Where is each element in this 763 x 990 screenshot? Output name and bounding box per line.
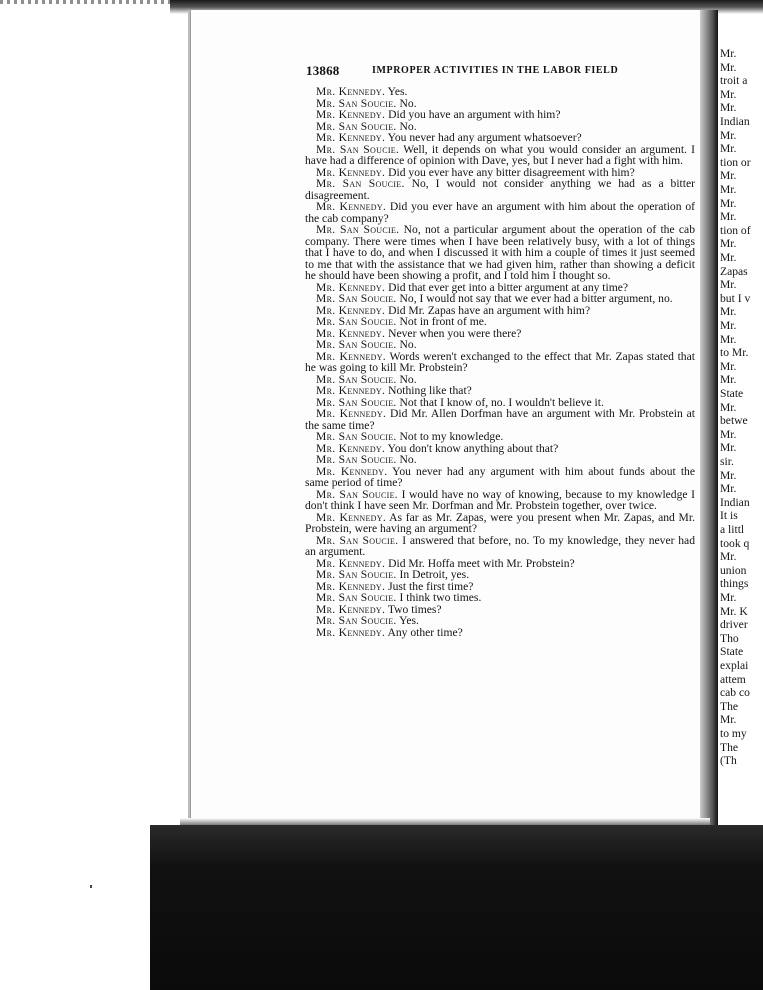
speaker-name: Mr. Kennedy. [316,349,386,363]
book-spine-shadow [700,10,718,830]
facing-page-line: Mr. [720,183,737,196]
facing-page-line: but I v [720,291,751,305]
speaker-name: Mr. San Soucie. [316,223,400,236]
facing-page-line: union [720,563,747,577]
speaker-name: Mr. San Soucie. [316,453,397,466]
facing-page-line: State [720,645,744,659]
facing-page-line: Tho [720,631,739,645]
speaker-name: Mr. Kennedy. [316,384,386,397]
speech-text: I answered that before, no. To my knowledge, they never had an argument. [305,533,695,558]
facing-page-line: Mr. K [720,604,748,618]
facing-page-line: Mr. [720,373,737,387]
facing-page-line: Mr. [720,101,737,115]
speech-text: Well, it depends on what you would consider an argument. I have had a difference of opinion with Dave, yes, but I never had a fight with him. [305,142,695,167]
transcript-paragraph [305,144,695,167]
speech-text: Just the first time? [388,579,474,593]
speaker-name: Mr. San Soucie. [316,372,397,386]
speaker-name: Mr. San Soucie. [316,315,397,328]
facing-page-line: things [720,577,749,591]
speech-text: Yes. [399,614,419,627]
speaker-name: Mr. Kennedy. [316,303,386,317]
facing-page-line: tion of [720,223,751,237]
facing-page-line: Mr. [720,359,737,373]
speaker-name: Mr. Kennedy. [316,407,387,420]
transcript-paragraph [305,201,695,224]
transcript-paragraph [305,408,695,431]
transcript-paragraph [305,178,695,201]
speaker-name: Mr. Kennedy. [316,108,386,121]
facing-page-line: (Th [720,754,737,768]
speech-text: Nothing like that? [388,384,472,397]
speaker-name: Mr. San Soucie. [316,568,397,581]
speech-text: Did that ever get into a bitter argument at any time? [388,280,629,294]
facing-page-line: Mr. [720,237,737,251]
facing-page-line: Mr. [720,400,737,414]
speech-text: Two times? [387,602,442,616]
facing-page-line: Mr. [720,441,737,455]
speech-text: Yes. [387,85,408,98]
transcript-paragraph [305,351,695,374]
transcript-paragraph [305,535,695,558]
facing-page-line: Zapas [720,264,748,278]
transcript-paragraph [305,512,695,535]
facing-page-line: Mr. [720,251,737,264]
speech-text: No, not a particular argument about the operation of the cab company. There were times when I have been relatively busy, with a lot of things that I have to do, and when I discussed it with him a couple of times it just seemed to me that with the assistance that we had given him, rather than showing a deficit he should have been showing a profit, and I told him I thought so. [305,223,695,282]
speaker-name: Mr. Kennedy. [316,200,387,213]
speaker-name: Mr. San Soucie. [316,487,398,501]
facing-page-line: Mr. [720,210,737,224]
facing-page-line: tion or [720,155,751,169]
facing-page-line: Mr. [720,47,737,60]
facing-page-line: Mr. [720,550,737,564]
speaker-name: Mr. Kennedy. [316,280,386,294]
speech-text: No. [399,372,417,386]
speech-text: Not in front of me. [399,315,487,328]
facing-page-line: betwe [720,414,748,428]
facing-page-line: Mr. [720,319,737,332]
speaker-name: Mr. Kennedy. [316,579,386,593]
facing-page-line: to Mr. [720,346,749,360]
page-left-edge [188,10,190,825]
transcript-paragraph [305,489,695,512]
transcript-paragraph [305,466,695,489]
speech-text: Not to my knowledge. [399,430,504,443]
facing-page-line: Indian [720,115,750,128]
speech-text: Did Mr. Zapas have an argument with him? [388,303,591,317]
scan-bottom-shadow [150,825,763,990]
facing-page-line: Mr. [720,196,737,210]
running-head: IMPROPER ACTIVITIES IN THE LABOR FIELD [372,65,619,76]
speaker-name: Mr. San Soucie. [316,142,400,156]
speech-text: No. [399,96,417,110]
speech-text: Any other time? [387,625,463,639]
speech-text: You never had any argument whatsoever? [387,131,582,144]
page-number: 13868 [306,63,340,78]
facing-page-line: sir. [720,455,734,468]
speech-text: I would have no way of knowing, because to my knowledge I don't think I have seen Mr. Dorfman and Mr. Probstein together, over twice. [305,487,695,512]
facing-page-line: Indian [720,495,750,509]
facing-page-line: attem [720,672,746,686]
speaker-name: Mr. San Soucie. [316,177,405,190]
speech-text: You never had any argument with him about funds about the same period of time? [305,464,696,489]
transcript-paragraph [305,627,695,639]
speech-text: Never when you were there? [388,326,522,340]
speech-text: Did Mr. Allen Dorfman have an argument with Mr. Probstein at the same time? [305,407,695,432]
speech-text: No, I would not say that we ever had a bitter argument, no. [399,292,673,305]
speech-text: Did you have an argument with him? [388,108,561,121]
speech-text: Did Mr. Hoffa meet with Mr. Probstein? [388,556,575,570]
facing-page-line: Mr. [720,591,737,604]
facing-page-line: Mr. [720,427,737,441]
speaker-name: Mr. Kennedy. [316,441,386,455]
facing-page-line: Mr. [720,60,737,74]
speaker-name: Mr. San Soucie. [316,119,397,133]
speaker-name: Mr. San Soucie. [316,533,399,547]
speech-text: No. [399,119,417,133]
speech-text: No. [399,338,417,351]
transcript-paragraph [305,224,695,282]
speaker-name: Mr. San Soucie. [316,96,397,110]
facing-page-line: Mr. [720,482,737,496]
facing-page-fragment [718,40,763,820]
facing-page-line: Mr. [720,468,737,482]
speaker-name: Mr. San Soucie. [316,430,397,443]
facing-page-line: Mr. [720,713,737,727]
speaker-name: Mr. San Soucie. [316,338,397,351]
speaker-name: Mr. Kennedy. [316,464,388,478]
facing-page-line: Mr. [720,87,737,101]
facing-page-line: Mr. [720,169,737,183]
facing-page-line: Mr. [720,128,737,142]
facing-page-line: cab co [720,686,750,700]
facing-page-line: explai [720,659,749,672]
speech-text: Did you ever have any bitter disagreement with him? [388,165,635,179]
speech-text: Did you ever have an argument with him about the operation of the cab company? [305,200,695,225]
speaker-name: Mr. Kennedy. [316,510,387,524]
speaker-name: Mr. Kennedy. [316,85,386,98]
facing-page-line: to my [720,727,747,740]
facing-page-line: The [720,740,739,754]
facing-page-line: The [720,699,739,713]
speaker-name: Mr. Kennedy. [316,556,386,570]
facing-page-line: Mr. [720,305,737,319]
transcript-body [305,86,695,638]
speaker-name: Mr. San Soucie. [316,292,397,305]
speaker-name: Mr. San Soucie. [316,395,397,409]
facing-page-line: took q [720,536,750,550]
page-header [306,63,696,77]
speaker-name: Mr. Kennedy. [316,165,386,179]
facing-page-line: Mr. [720,278,737,292]
speaker-name: Mr. Kennedy. [316,326,386,340]
speaker-name: Mr. Kennedy. [316,625,386,639]
facing-page-line: troit a [720,74,748,88]
speech-text: No, I would not consider anything we had as a bitter disagreement. [305,177,695,202]
speech-text: You don't know anything about that? [387,441,559,455]
speaker-name: Mr. Kennedy. [316,131,386,144]
scan-speck [90,885,92,888]
speaker-name: Mr. San Soucie. [316,591,397,604]
speech-text: Not that I know of, no. I wouldn't believe it. [399,395,604,409]
speech-text: In Detroit, yes. [399,568,470,581]
speech-text: As far as Mr. Zapas, were you present when Mr. Zapas, and Mr. Probstein, were having an argument? [305,510,695,535]
facing-page-line: driver [720,618,748,632]
facing-page-line: Mr. [720,332,737,346]
speech-text: No. [399,453,417,466]
facing-page-line: a littl [720,523,745,536]
facing-page-line: State [720,387,744,400]
facing-page-line: It is [720,509,738,523]
speech-text: I think two times. [399,591,482,604]
speaker-name: Mr. San Soucie. [316,614,397,627]
facing-page-line: Mr. [720,142,737,156]
speech-text: Words weren't exchanged to the effect that Mr. Zapas stated that he was going to kill Mr. Probstein? [305,349,695,374]
speaker-name: Mr. Kennedy. [316,602,386,616]
